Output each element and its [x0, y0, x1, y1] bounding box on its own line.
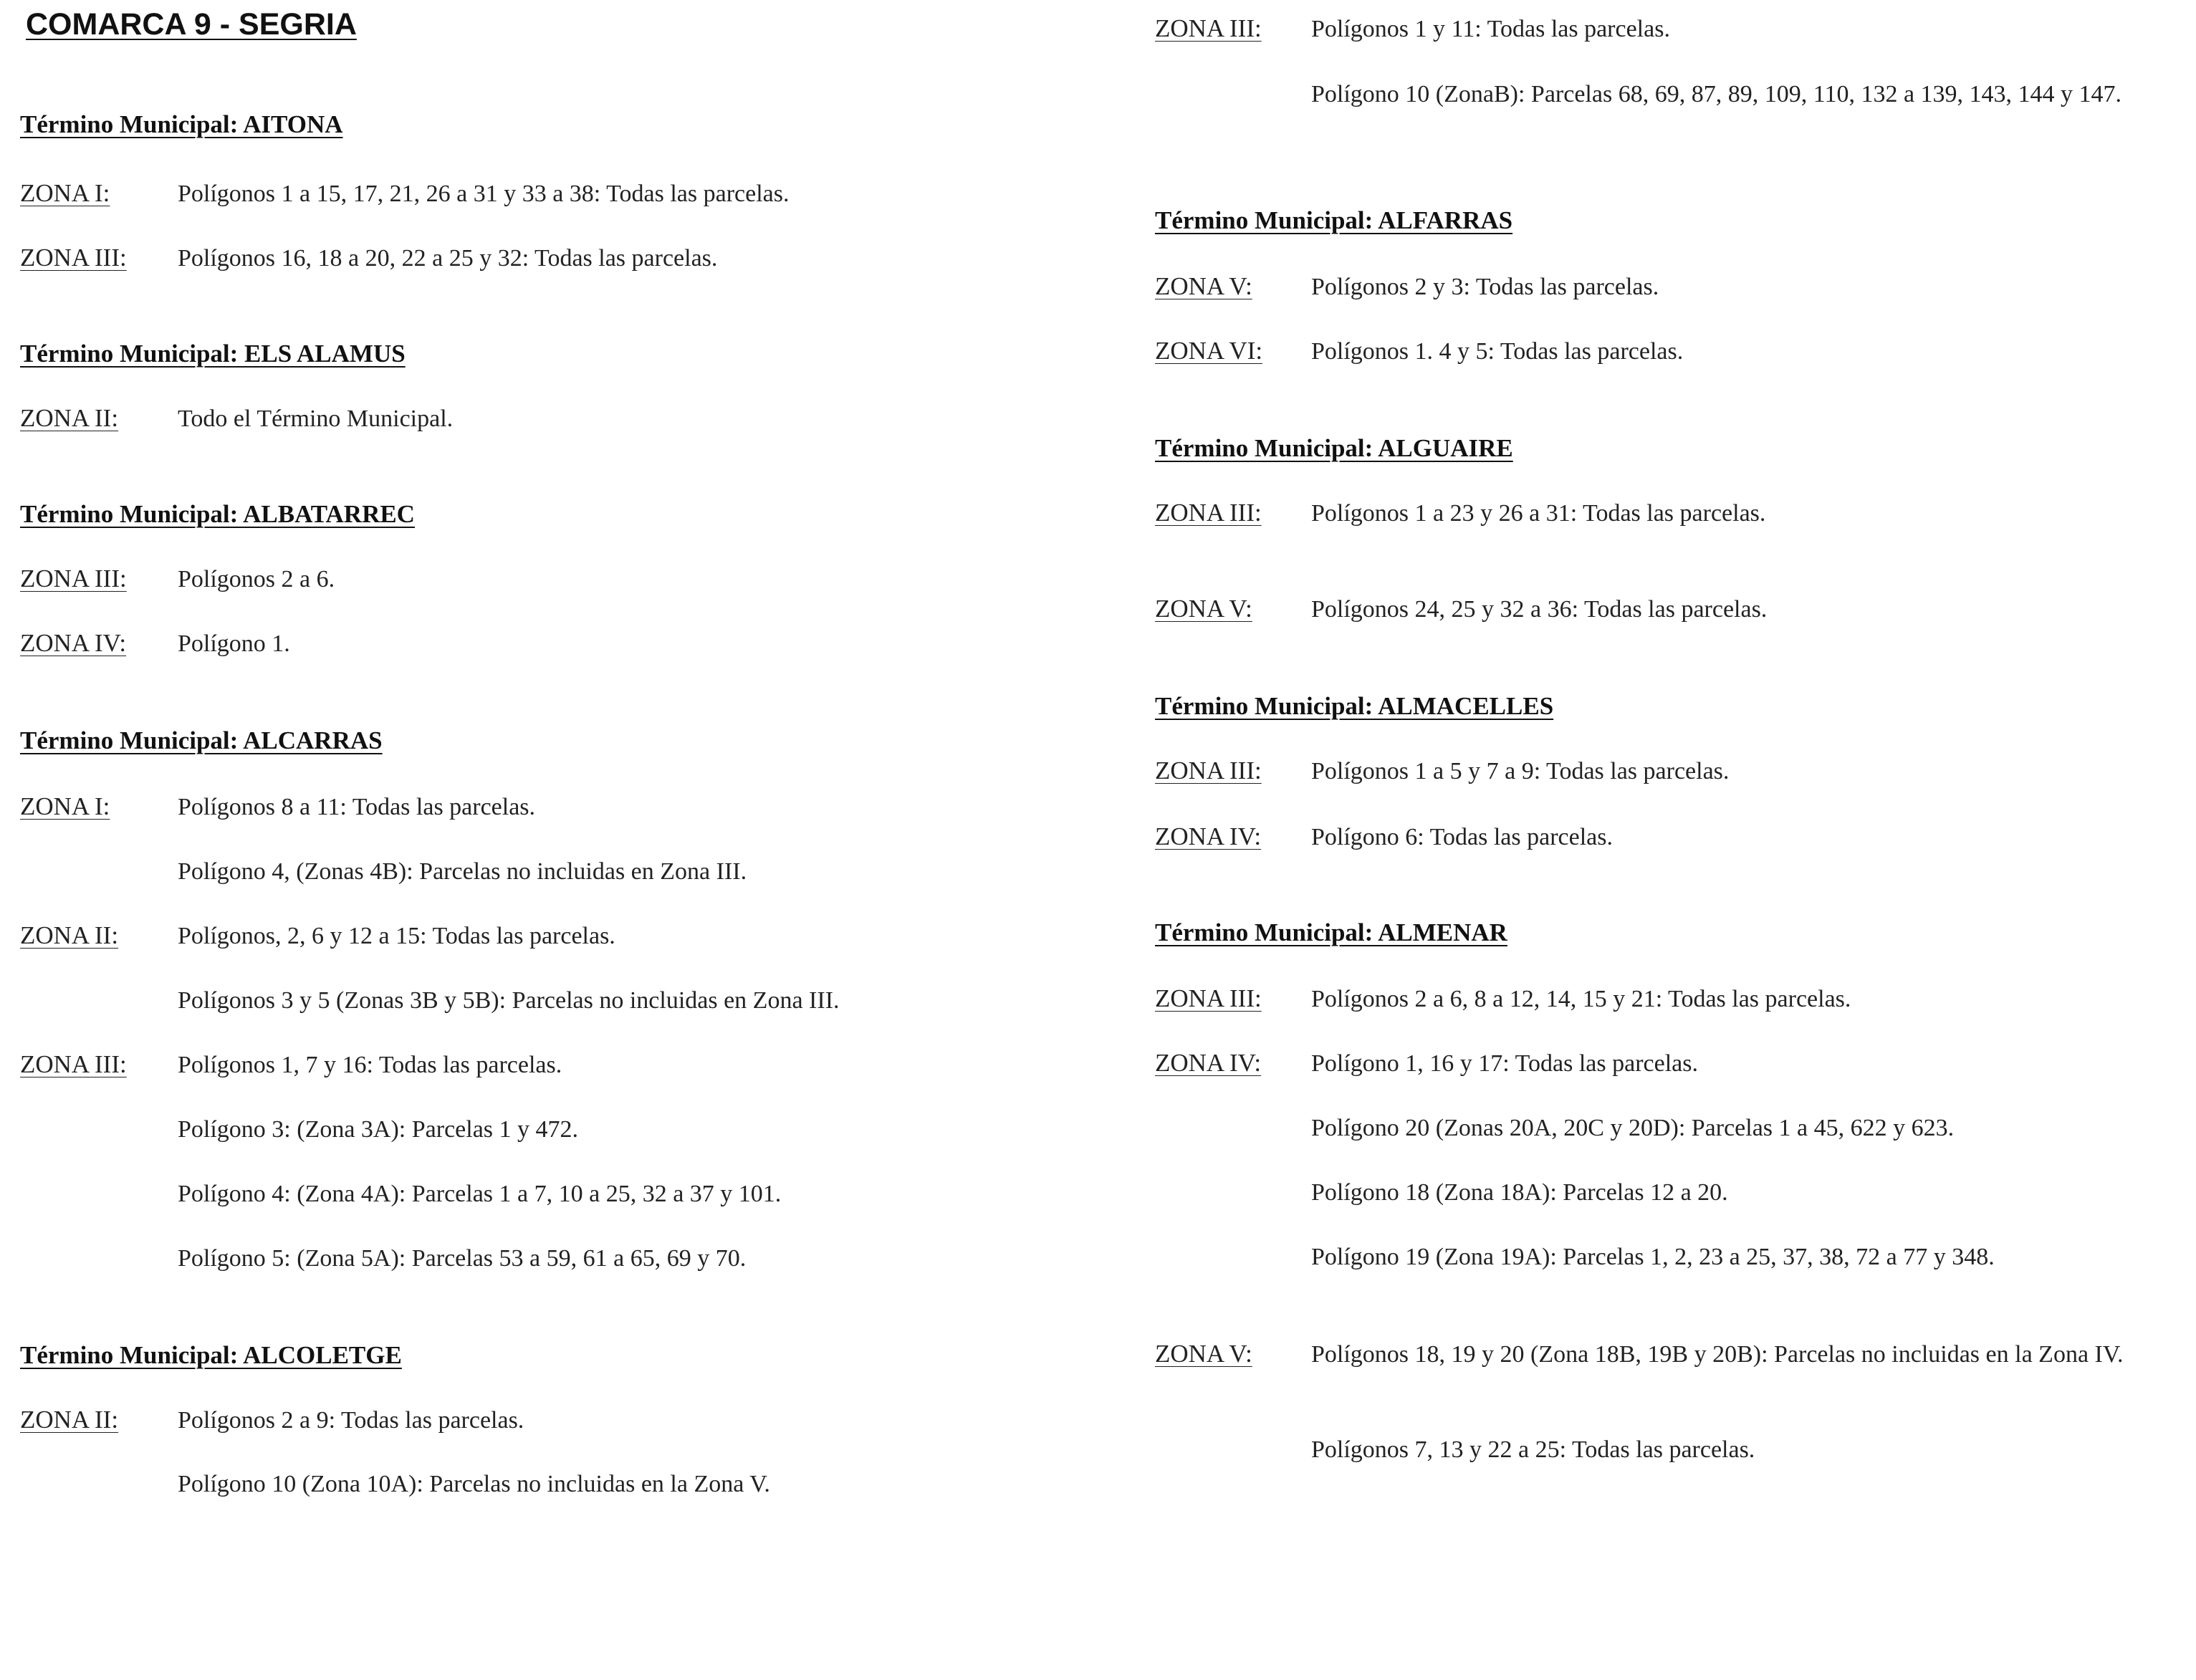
zone-label: ZONA IV:: [1155, 1049, 1262, 1077]
zone-label: ZONA II:: [20, 921, 119, 949]
zone-text: Polígono 3: (Zona 3A): Parcelas 1 y 472.: [178, 1116, 579, 1143]
zone-text: Todo el Término Municipal.: [178, 405, 454, 432]
municipality-heading-almenar: Término Municipal: ALMENAR: [1155, 918, 1507, 946]
zone-text: Polígono 6: Todas las parcelas.: [1311, 824, 1613, 850]
zone-label: ZONA V:: [1155, 1340, 1252, 1368]
zone-text: Polígonos 18, 19 y 20 (Zona 18B, 19B y 20B): Parcelas no incluidas en la Zona IV.: [1311, 1341, 2124, 1368]
zone-label: ZONA V:: [1155, 272, 1252, 300]
municipality-heading-els-alamus: Término Municipal: ELS ALAMUS: [20, 340, 406, 368]
zone-label: ZONA V:: [1155, 595, 1252, 623]
zone-label: ZONA II:: [20, 1406, 119, 1434]
zone-text: Polígono 1.: [178, 630, 290, 657]
zone-text: Polígono 5: (Zona 5A): Parcelas 53 a 59, 61 a 65, 69 y 70.: [178, 1245, 747, 1272]
zone-label: ZONA III:: [1155, 757, 1262, 784]
zone-text: Polígonos 1, 7 y 16: Todas las parcelas.: [178, 1052, 562, 1078]
zone-text: Polígonos 1 a 5 y 7 a 9: Todas las parcelas.: [1311, 758, 1730, 784]
zone-label: ZONA III:: [1155, 14, 1262, 42]
municipality-heading-alcarras: Término Municipal: ALCARRAS: [20, 726, 383, 754]
zone-text: Polígonos 2 a 6, 8 a 12, 14, 15 y 21: Todas las parcelas.: [1311, 986, 1851, 1012]
zone-text: Polígonos 2 y 3: Todas las parcelas.: [1311, 274, 1659, 300]
municipality-heading-alguaire: Término Municipal: ALGUAIRE: [1155, 434, 1513, 462]
zone-text: Polígono 10 (ZonaB): Parcelas 68, 69, 87, 89, 109, 110, 132 a 139, 143, 144 y 147.: [1311, 81, 2122, 107]
zone-text: Polígono 18 (Zona 18A): Parcelas 12 a 20.: [1311, 1179, 1728, 1206]
zone-label: ZONA I:: [20, 179, 110, 207]
zone-text: Polígono 1, 16 y 17: Todas las parcelas.: [1311, 1050, 1698, 1077]
zone-text: Polígonos 1 a 15, 17, 21, 26 a 31 y 33 a 38: Todas las parcelas.: [178, 181, 790, 207]
zone-label: ZONA III:: [20, 1050, 127, 1078]
zone-label: ZONA IV:: [1155, 822, 1262, 850]
zone-label: ZONA III:: [20, 244, 127, 272]
municipality-heading-alcoletge: Término Municipal: ALCOLETGE: [20, 1341, 402, 1369]
zone-label: ZONA III:: [1155, 499, 1262, 527]
municipality-heading-albatarrec: Término Municipal: ALBATARREC: [20, 500, 415, 528]
zone-label: ZONA II:: [20, 404, 119, 432]
zone-label: ZONA III:: [20, 565, 127, 592]
zone-label: ZONA VI:: [1155, 337, 1263, 365]
zone-text: Polígonos 7, 13 y 22 a 25: Todas las parcelas.: [1311, 1436, 1755, 1463]
municipality-heading-aitona: Término Municipal: AITONA: [20, 110, 343, 138]
municipality-heading-alfarras: Término Municipal: ALFARRAS: [1155, 206, 1513, 234]
zone-text: Polígono 4: (Zona 4A): Parcelas 1 a 7, 10 a 25, 32 a 37 y 101.: [178, 1181, 782, 1207]
zone-label: ZONA IV:: [20, 629, 127, 657]
zone-text: Polígono 20 (Zonas 20A, 20C y 20D): Parcelas 1 a 45, 622 y 623.: [1311, 1115, 1955, 1141]
zone-text: Polígonos 8 a 11: Todas las parcelas.: [178, 794, 536, 820]
municipality-heading-almacelles: Término Municipal: ALMACELLES: [1155, 692, 1554, 720]
zone-text: Polígonos 1. 4 y 5: Todas las parcelas.: [1311, 338, 1684, 365]
zone-label: ZONA I:: [20, 792, 110, 820]
zone-text: Polígonos 2 a 9: Todas las parcelas.: [178, 1407, 524, 1434]
zone-text: Polígonos 3 y 5 (Zonas 3B y 5B): Parcelas no incluidas en Zona III.: [178, 987, 840, 1014]
zone-text: Polígonos 1 a 23 y 26 a 31: Todas las parcelas.: [1311, 500, 1766, 527]
zone-text: Polígonos 24, 25 y 32 a 36: Todas las parcelas.: [1311, 596, 1768, 623]
zone-label: ZONA III:: [1155, 984, 1262, 1012]
page-title: COMARCA 9 - SEGRIA: [26, 7, 357, 42]
zone-text: Polígonos 16, 18 a 20, 22 a 25 y 32: Todas las parcelas.: [178, 245, 718, 272]
zone-text: Polígonos 1 y 11: Todas las parcelas.: [1311, 16, 1670, 42]
zone-text: Polígonos, 2, 6 y 12 a 15: Todas las parcelas.: [178, 923, 615, 949]
zone-text: Polígono 19 (Zona 19A): Parcelas 1, 2, 23 a 25, 37, 38, 72 a 77 y 348.: [1311, 1244, 1995, 1270]
zone-text: Polígonos 2 a 6.: [178, 566, 335, 592]
zone-text: Polígono 4, (Zonas 4B): Parcelas no incluidas en Zona III.: [178, 858, 747, 885]
zone-text: Polígono 10 (Zona 10A): Parcelas no incluidas en la Zona V.: [178, 1471, 770, 1497]
